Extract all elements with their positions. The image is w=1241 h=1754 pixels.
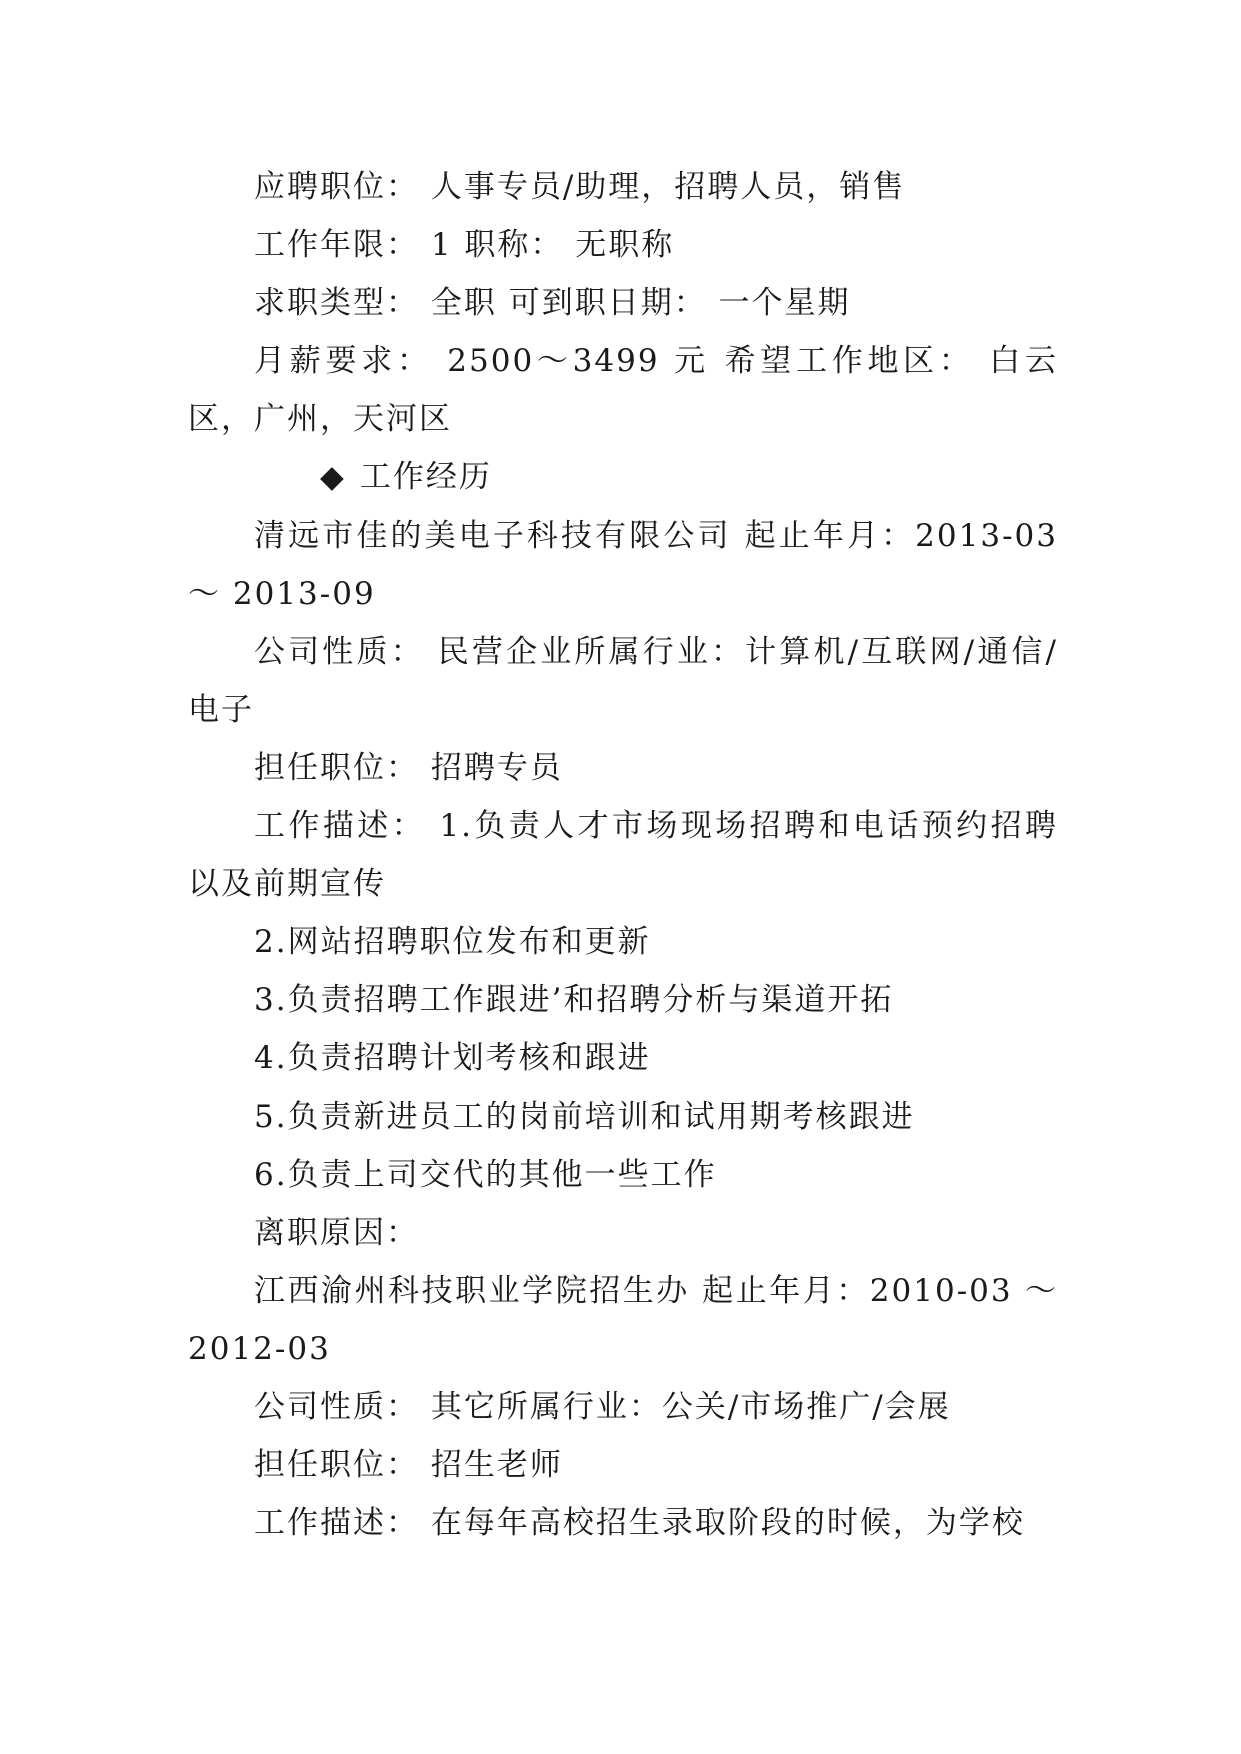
paragraph-company-1-nature: 公司性质： 民营企业所属行业：计算机/互联网/通信/电子 [188, 633, 1058, 728]
paragraph-position: 应聘职位： 人事专员/助理，招聘人员，销售 [254, 169, 906, 205]
paragraph-leave-reason: 离职原因： [254, 1214, 419, 1251]
section-heading-text: 工作经历 [359, 459, 492, 496]
paragraph-job-type: 求职类型： 全职 可到职日期： 一个星期 [254, 285, 851, 322]
document-body [188, 158, 1058, 1552]
paragraph-company-1-role: 担任职位： 招聘专员 [254, 749, 563, 786]
list-item-duty-5: 5.负责新进员工的岗前培训和试用期考核跟进 [254, 1098, 915, 1135]
paragraph-company-2-nature: 公司性质： 其它所属行业：公关/市场推广/会展 [254, 1388, 951, 1425]
paragraph-company-2-desc: 工作描述： 在每年高校招生录取阶段的时候，为学校 [254, 1505, 1025, 1542]
paragraph-company-1: 清远市佳的美电子科技有限公司 起止年月：2013-03 ～ 2013-09 [188, 517, 1058, 612]
paragraph-salary: 月薪要求： 2500～3499 元 希望工作地区： 白云区，广州，天河区 [188, 343, 1058, 438]
diamond-bullet-icon: ◆ [320, 459, 346, 496]
paragraph-company-2-role: 担任职位： 招生老师 [254, 1447, 563, 1484]
list-item-duty-6: 6.负责上司交代的其他一些工作 [254, 1156, 717, 1193]
list-item-duty-2: 2.网站招聘职位发布和更新 [254, 924, 651, 961]
paragraph-company-2: 江西渝州科技职业学院招生办 起止年月：2010-03 ～ 2012-03 [188, 1272, 1058, 1367]
paragraph-company-1-desc: 工作描述： 1.负责人才市场现场招聘和电话预约招聘以及前期宣传 [188, 808, 1058, 903]
list-item-duty-4: 4.负责招聘计划考核和跟进 [254, 1040, 651, 1077]
paragraph-work-years: 工作年限： 1 职称： 无职称 [254, 227, 675, 264]
section-heading-work-experience [188, 448, 1058, 506]
list-item-duty-3: 3.负责招聘工作跟进’和招聘分析与渠道开拓 [254, 982, 894, 1019]
